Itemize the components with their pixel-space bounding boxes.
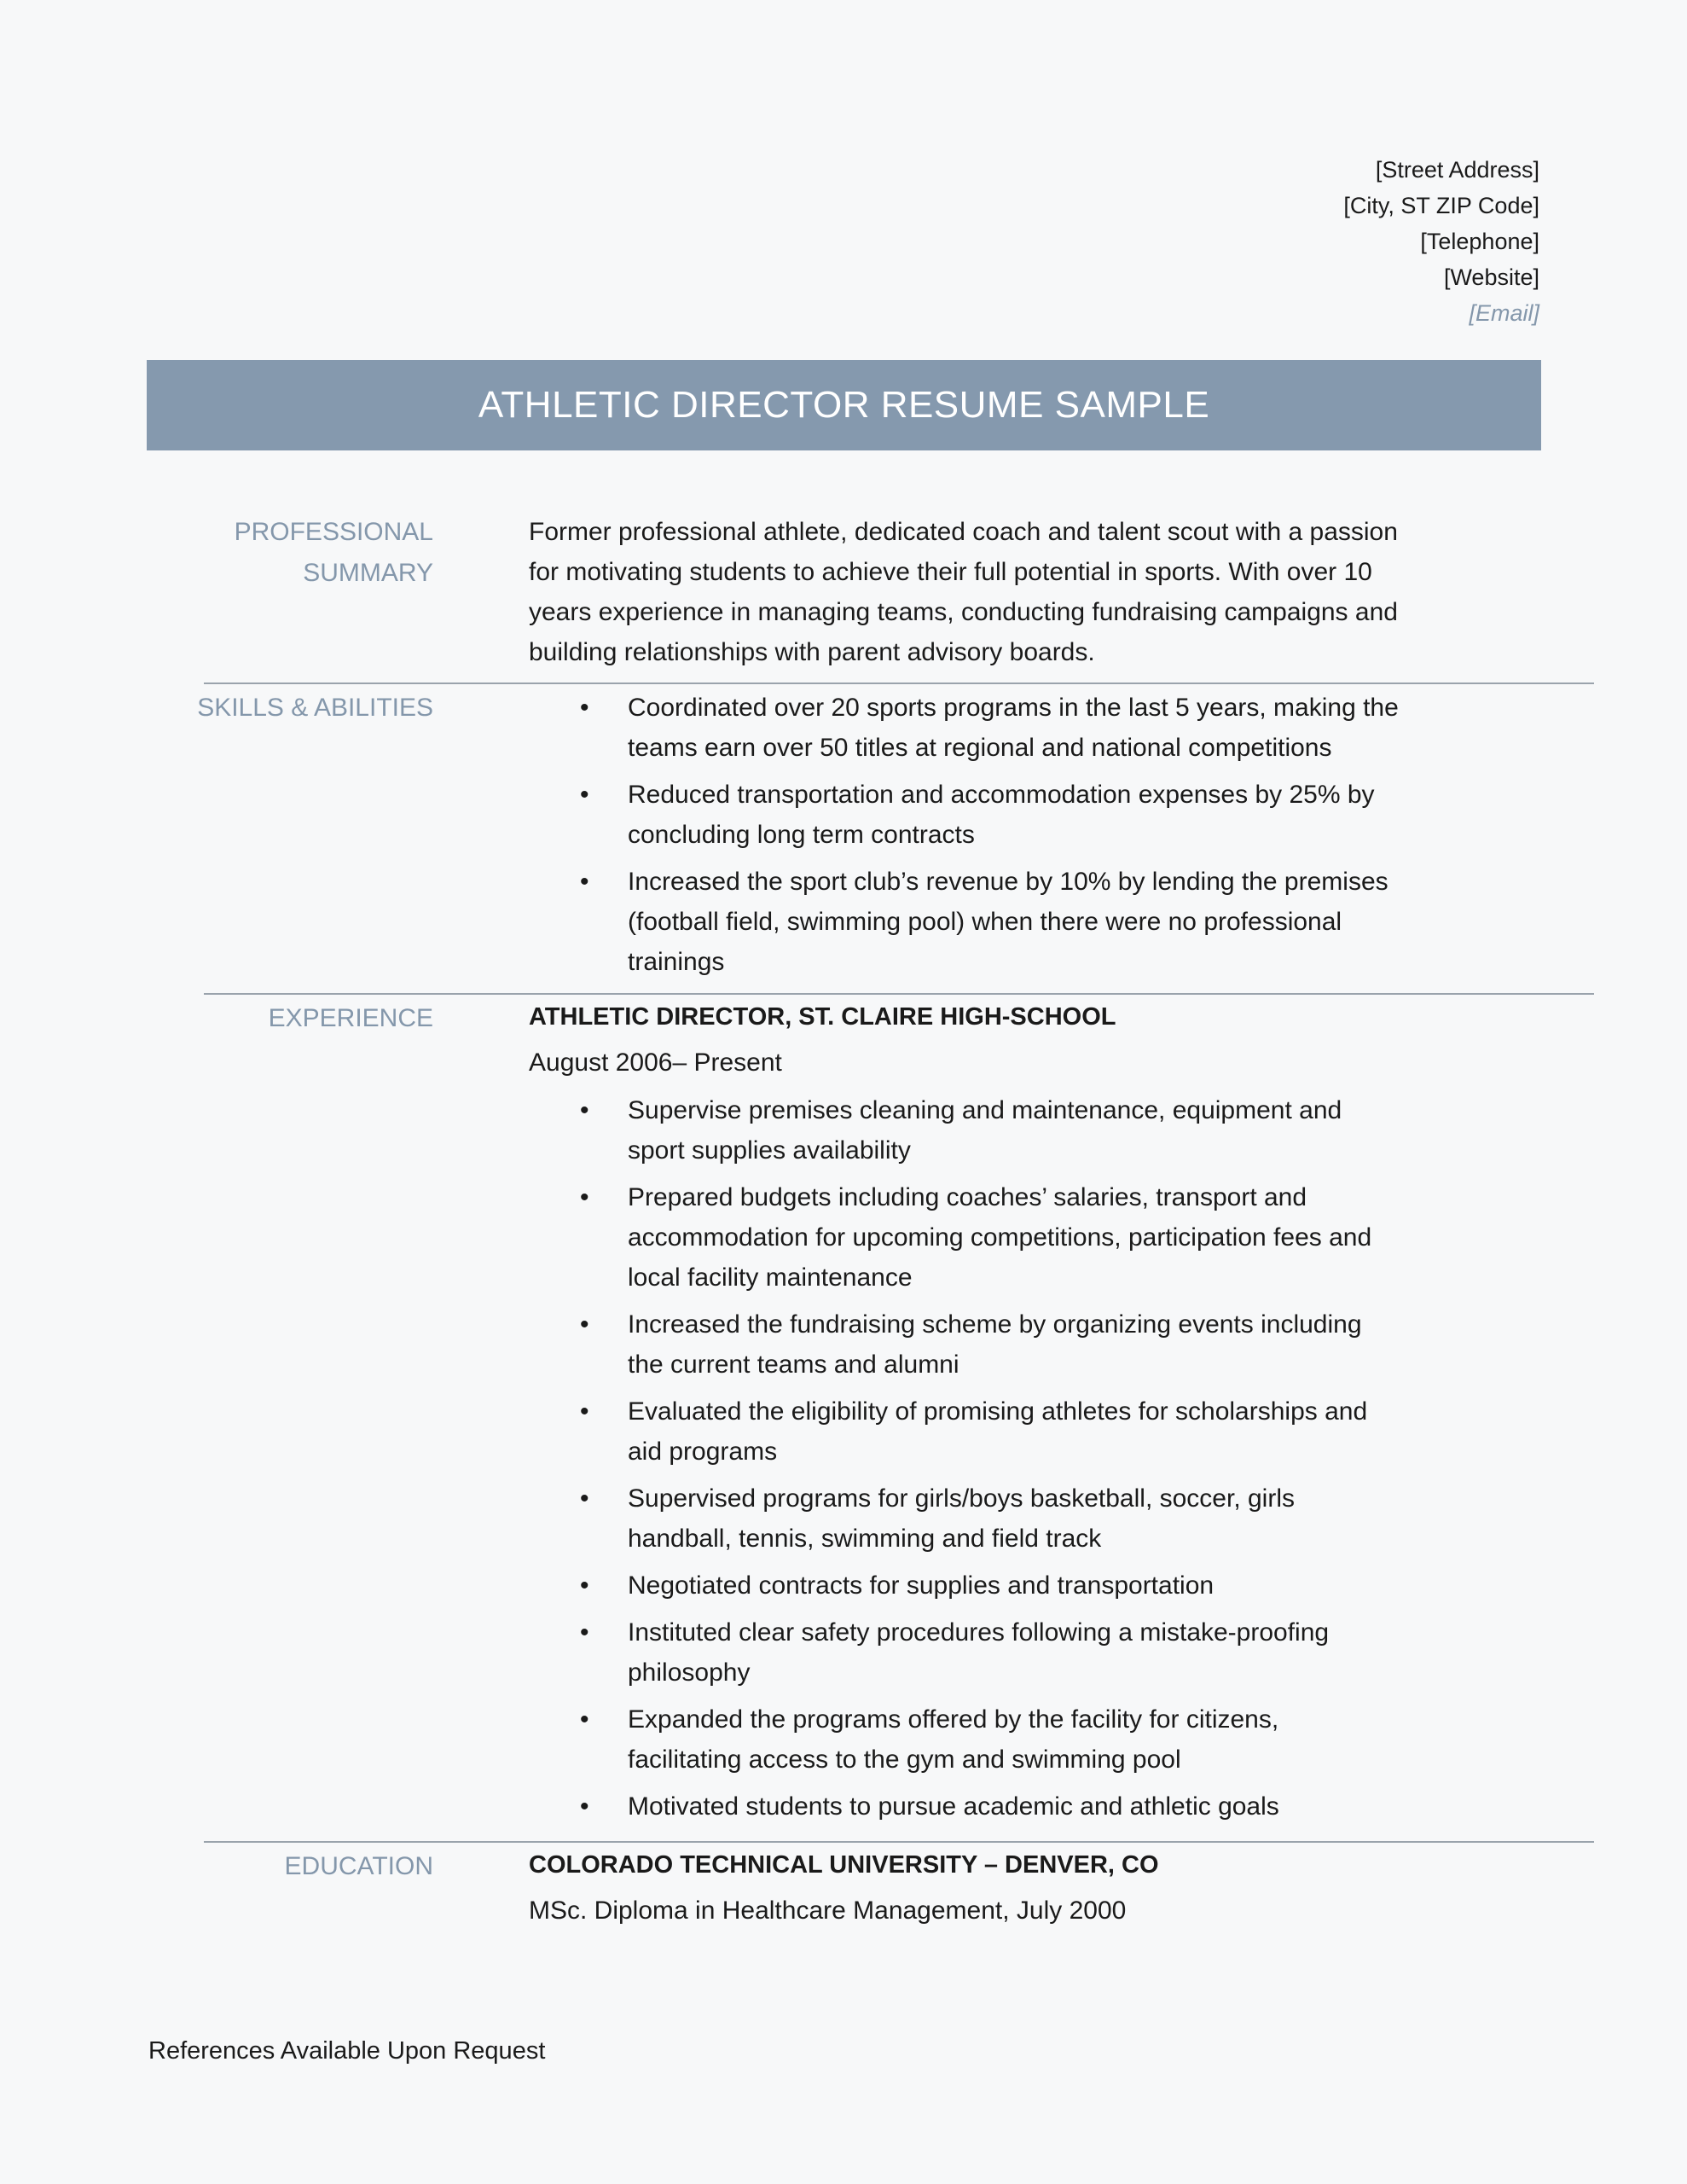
list-item: • Expanded the programs offered by the facility for citizens, facilitating access to the gym and swimming pool [529,1699,1399,1780]
degree: MSc. Diploma in Healthcare Management, July 2000 [529,1896,1127,1925]
section-divider [204,993,1594,995]
section-divider [204,682,1594,684]
experience-list [529,1090,1399,1833]
summary-label-line1: PROFESSIONAL [234,518,433,546]
skills-list [529,688,1399,989]
website: [Website] [1443,264,1539,290]
summary-text: Former professional athlete, dedicated coach and talent scout with a passion for motivating students to achieve their full potential in sports. With over 10 years experience in managing teams, conducting fundraising campaigns and building relationships with parent advisory boards. [529,518,1398,666]
summary-label [235,512,433,594]
title-banner [147,360,1541,450]
list-item: • Evaluated the eligibility of promising athletes for scholarships and aid programs [529,1391,1399,1472]
email: [Email] [1469,300,1539,326]
street-address: [Street Address] [1375,157,1539,183]
contact-block [1343,152,1539,331]
section-divider [204,1841,1594,1843]
list-item: • Instituted clear safety procedures following a mistake-proofing philosophy [529,1612,1399,1693]
job-dates: August 2006– Present [529,1048,782,1077]
list-item: • Supervise premises cleaning and maintenance, equipment and sport supplies availability [529,1090,1399,1170]
school-name: COLORADO TECHNICAL UNIVERSITY – DENVER, CO [529,1851,1159,1879]
resume-title: ATHLETIC DIRECTOR RESUME SAMPLE [478,384,1210,426]
list-item: • Coordinated over 20 sports programs in the last 5 years, making the teams earn over 50 titles at regional and national competitions [529,688,1399,768]
list-item: • Increased the sport club’s revenue by 10% by lending the premises (football field, swimming pool) when there were no professional trainings [529,862,1399,982]
list-item: • Increased the fundraising scheme by organizing events including the current teams and alumni [529,1304,1399,1385]
job-title: ATHLETIC DIRECTOR, ST. CLAIRE HIGH-SCHOOL [529,1003,1116,1031]
city-state-zip: [City, ST ZIP Code] [1343,193,1539,218]
list-item: • Negotiated contracts for supplies and transportation [529,1565,1399,1606]
summary-label-line2: SUMMARY [303,559,433,587]
list-item: • Prepared budgets including coaches’ salaries, transport and accommodation for upcoming competitions, participation fees and local facility maintenance [529,1177,1399,1298]
experience-label: EXPERIENCE [268,1004,433,1032]
telephone: [Telephone] [1420,229,1539,254]
list-item: • Motivated students to pursue academic and athletic goals [529,1786,1399,1827]
list-item: • Supervised programs for girls/boys basketball, soccer, girls handball, tennis, swimming and field track [529,1478,1399,1559]
references-note: References Available Upon Request [148,2037,546,2065]
skills-label: SKILLS & ABILITIES [197,694,433,722]
list-item: • Reduced transportation and accommodation expenses by 25% by concluding long term contracts [529,775,1399,855]
education-label: EDUCATION [284,1852,433,1880]
